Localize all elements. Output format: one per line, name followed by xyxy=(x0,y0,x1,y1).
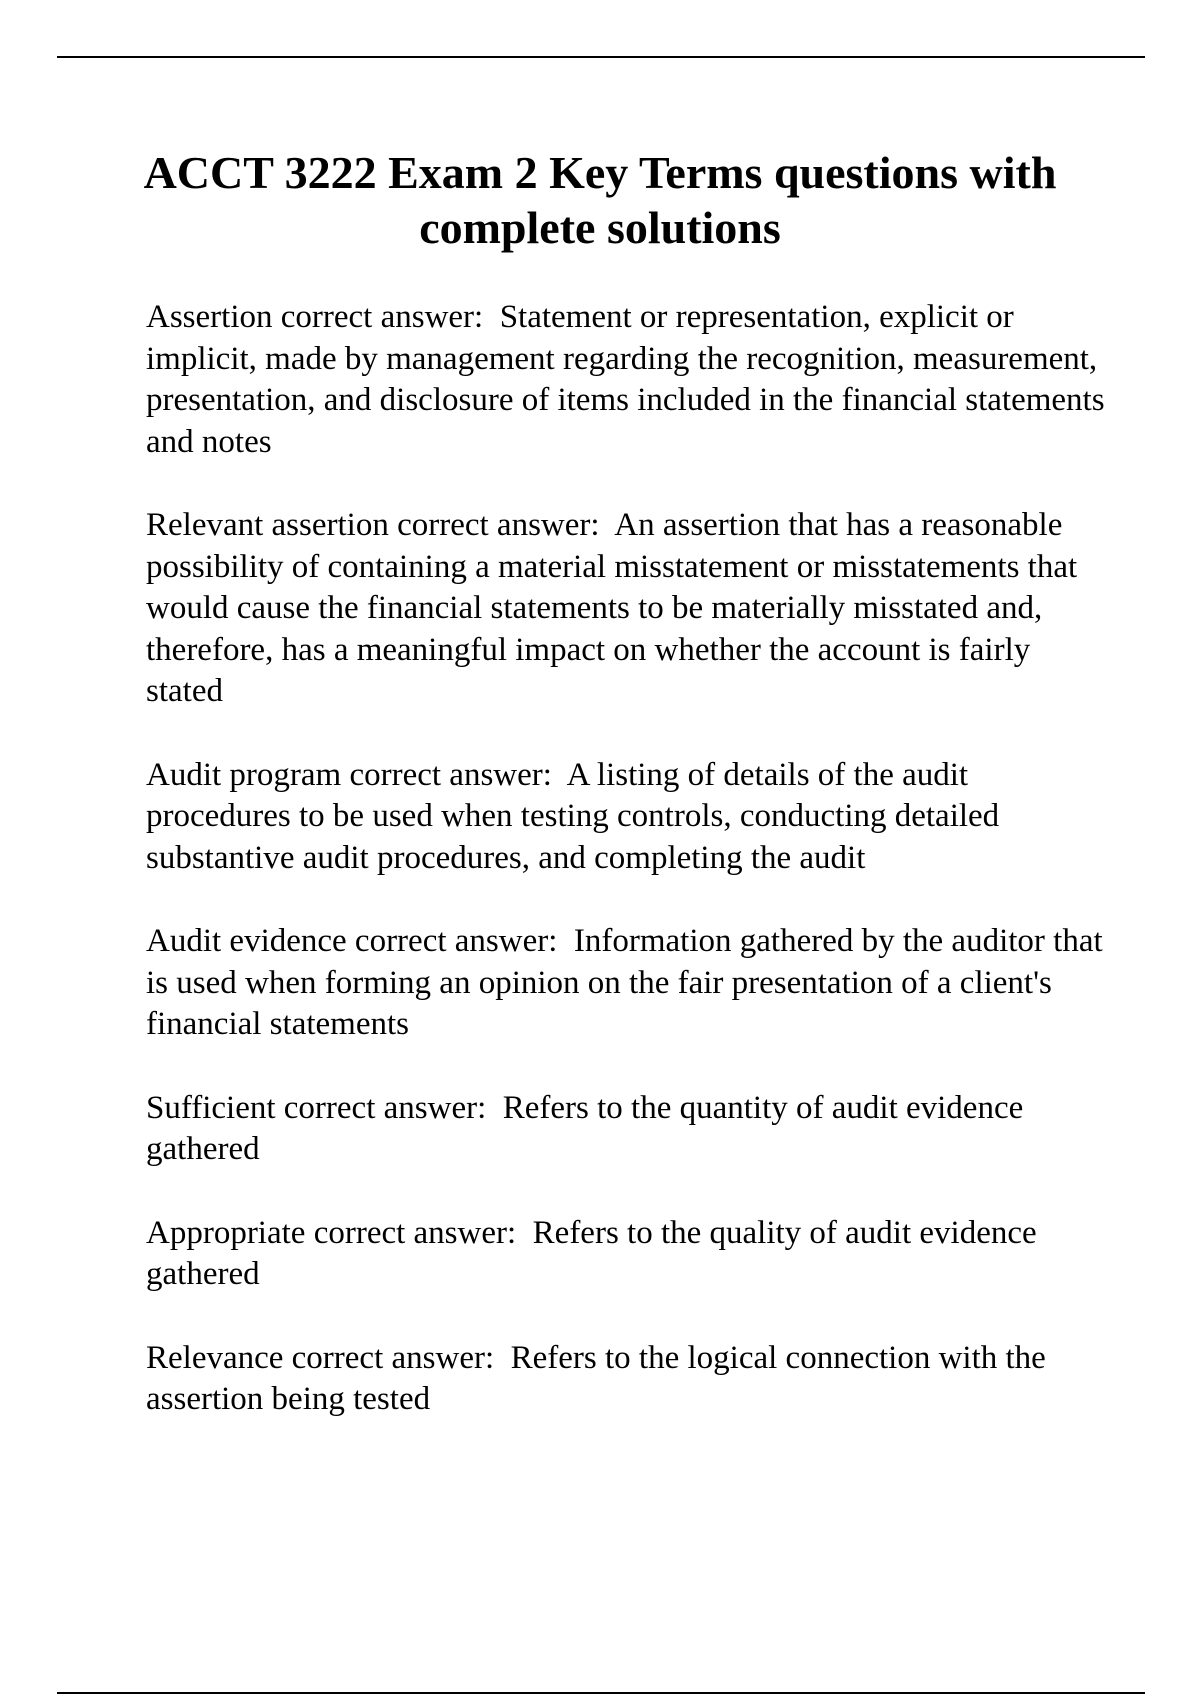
term-definition: Statement or representation, explicit or implicit, made by management regarding the recognition, measurement, presentation, and disclosure of items included in the financial statements and notes xyxy=(146,299,1105,460)
list-item xyxy=(146,921,1106,1046)
bottom-divider xyxy=(57,1692,1145,1694)
term-label: Appropriate correct answer: xyxy=(146,1214,517,1251)
term-definition: Information gathered by the auditor that is used when forming an opinion on the fair presentation of a client's financial statements xyxy=(146,923,1103,1042)
term-definition: Refers to the quality of audit evidence gathered xyxy=(146,1214,1037,1292)
term-label: Relevance correct answer: xyxy=(146,1339,495,1376)
term-label: Relevant assertion correct answer: xyxy=(146,507,600,543)
list-item xyxy=(146,755,1106,880)
term-label: Assertion correct answer: xyxy=(146,299,484,335)
term-label: Sufficient correct answer: xyxy=(146,1089,487,1126)
term-label: Audit evidence correct answer: xyxy=(146,923,558,959)
term-definition: Refers to the quantity of audit evidence gathered xyxy=(146,1089,1024,1167)
document-title: ACCT 3222 Exam 2 Key Terms questions with complete solutions xyxy=(143,147,1057,253)
term-definition: A listing of details of the audit procedures to be used when testing controls, conducting detailed substantive audit procedures, and completing the audit xyxy=(146,756,1000,876)
term-definition: An assertion that has a reasonable possibility of containing a material misstatement or misstatements that would cause the financial statements to be materially misstated and, therefore, has a meaningful impact on whether the account is fairly stated xyxy=(146,507,1078,709)
term-definition: Refers to the logical connection with the assertion being tested xyxy=(146,1339,1046,1417)
list-item xyxy=(146,297,1106,463)
list-item xyxy=(146,1213,1106,1296)
key-terms-list xyxy=(146,297,1106,1463)
list-item xyxy=(146,505,1106,713)
top-divider xyxy=(57,56,1145,58)
list-item xyxy=(146,1088,1106,1171)
list-item xyxy=(146,1338,1106,1421)
term-label: Audit program correct answer: xyxy=(146,756,552,793)
